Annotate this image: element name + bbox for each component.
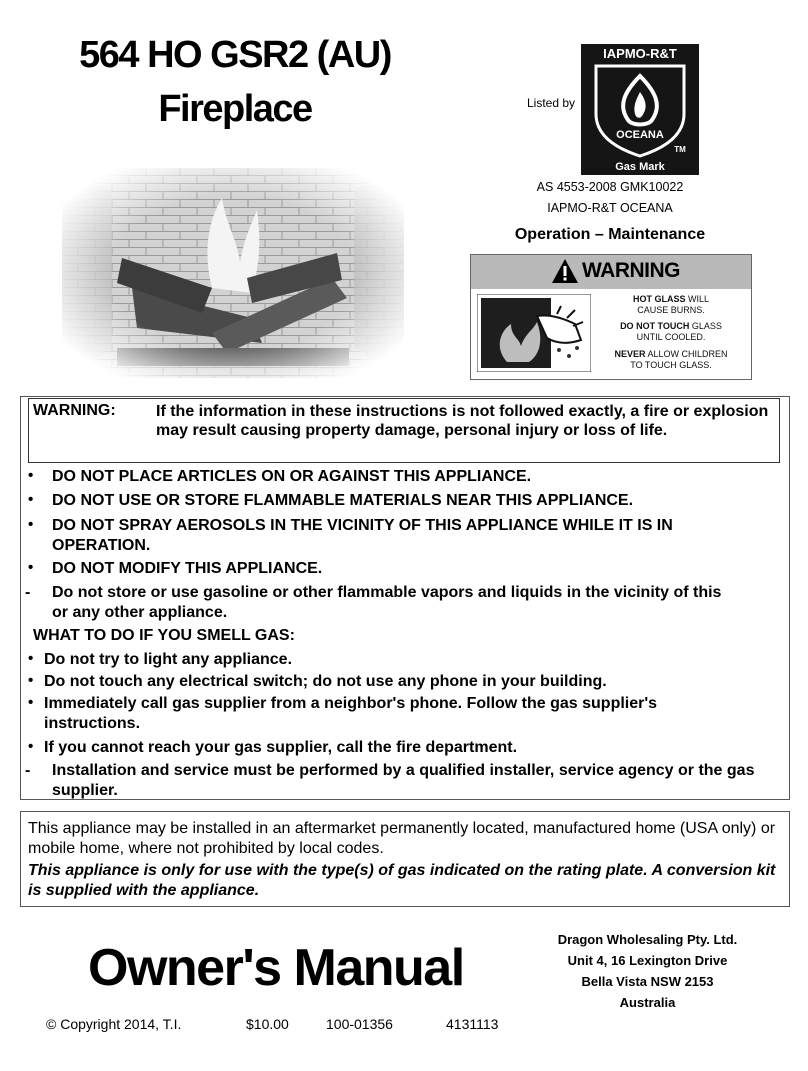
gas-type-notice: This appliance is only for use with the type(s) of gas indicated on the rating plate. A conversion kit is supplied with the appliance. bbox=[28, 862, 776, 899]
warning-line: NEVER ALLOW CHILDREN bbox=[614, 349, 728, 359]
company-street: Unit 4, 16 Lexington Drive bbox=[567, 953, 728, 968]
warning-triangle-icon bbox=[551, 258, 579, 284]
document-number: 4131113 bbox=[446, 1016, 499, 1032]
bullet-icon: • bbox=[28, 694, 34, 711]
logo-middle-text: OCEANA bbox=[616, 129, 664, 141]
manual-title: Owner's Manual bbox=[88, 939, 464, 997]
smell-gas-heading: WHAT TO DO IF YOU SMELL GAS: bbox=[33, 627, 295, 644]
logo-tm-text: TM bbox=[674, 145, 686, 154]
hand-burn-icon bbox=[477, 294, 591, 372]
smell-gas-item: Do not touch any electrical switch; do not use any phone in your building. bbox=[44, 673, 607, 690]
installation-note: supplier. bbox=[52, 782, 118, 799]
warning-line: DO NOT TOUCH GLASS bbox=[620, 321, 722, 331]
model-title: 564 HO GSR2 (AU) bbox=[79, 34, 391, 76]
agency-name: IAPMO-R&T OCEANA bbox=[547, 201, 673, 215]
installation-notice: This appliance may be installed in an aftermarket permanently located, manufactured home (USA only) or mobile home, where not prohibited by local codes. bbox=[28, 820, 776, 857]
smell-gas-item: Do not try to light any appliance. bbox=[44, 651, 293, 668]
warning-line: HOT GLASS WILL bbox=[632, 294, 710, 304]
installation-note: Installation and service must be performed by a qualified installer, service agency or the gas bbox=[52, 762, 755, 779]
do-not-item: DO NOT SPRAY AEROSOLS IN THE VICINITY OF THIS APPLIANCE WHILE IT IS IN bbox=[52, 517, 673, 534]
smell-gas-item: If you cannot reach your gas supplier, call the fire department. bbox=[44, 739, 518, 756]
fireplace-photo bbox=[62, 168, 404, 378]
smell-gas-item: Immediately call gas supplier from a neighbor's phone. Follow the gas supplier's bbox=[44, 695, 658, 712]
warning-title-bar bbox=[471, 255, 751, 289]
bullet-icon: • bbox=[28, 491, 34, 508]
bullet-icon: • bbox=[28, 516, 34, 533]
certification-logo bbox=[581, 44, 699, 175]
warning-line: TO TOUCH GLASS. bbox=[630, 360, 712, 370]
bullet-icon: • bbox=[28, 559, 34, 576]
company-country: Australia bbox=[619, 995, 676, 1010]
logo-top-text: IAPMO-R&T bbox=[603, 46, 677, 61]
dash-marker: - bbox=[25, 762, 31, 779]
listed-by-label: Listed by bbox=[527, 96, 576, 110]
warning-statement-label: WARNING: bbox=[33, 402, 116, 419]
do-not-item: DO NOT PLACE ARTICLES ON OR AGAINST THIS APPLIANCE. bbox=[52, 468, 532, 485]
part-number: 100-01356 bbox=[326, 1016, 393, 1032]
warning-statement-text: If the information in these instructions is not followed exactly, a fire or explosion may result causing property damage, personal injury or loss of life. bbox=[156, 403, 769, 439]
bullet-icon: • bbox=[28, 467, 34, 484]
gasoline-warning: Do not store or use gasoline or other flammable vapors and liquids in the vicinity of this bbox=[52, 584, 722, 601]
dash-marker: - bbox=[25, 584, 31, 601]
do-not-item: OPERATION. bbox=[52, 537, 151, 554]
logo-bottom-text: Gas Mark bbox=[615, 161, 665, 173]
flame-shield-icon bbox=[586, 62, 694, 158]
product-title: Fireplace bbox=[158, 88, 312, 130]
warning-title: WARNING bbox=[582, 259, 680, 282]
warning-line: CAUSE BURNS. bbox=[637, 305, 705, 315]
do-not-item: DO NOT MODIFY THIS APPLIANCE. bbox=[52, 560, 323, 577]
section-heading: Operation – Maintenance bbox=[514, 226, 706, 243]
price: $10.00 bbox=[246, 1016, 289, 1032]
do-not-item: DO NOT USE OR STORE FLAMMABLE MATERIALS NEAR THIS APPLIANCE. bbox=[52, 492, 634, 509]
bullet-icon: • bbox=[28, 650, 34, 667]
bullet-icon: • bbox=[28, 738, 34, 755]
standard-number: AS 4553-2008 GMK10022 bbox=[536, 180, 684, 194]
hot-glass-warning-label bbox=[470, 254, 752, 380]
gasoline-warning: or any other appliance. bbox=[52, 604, 228, 621]
warning-line: UNTIL COOLED. bbox=[636, 332, 706, 342]
bullet-icon: • bbox=[28, 672, 34, 689]
copyright: © Copyright 2014, T.I. bbox=[46, 1016, 182, 1032]
company-name: Dragon Wholesaling Pty. Ltd. bbox=[557, 932, 738, 947]
company-city: Bella Vista NSW 2153 bbox=[581, 974, 714, 989]
smell-gas-item: instructions. bbox=[44, 715, 141, 732]
